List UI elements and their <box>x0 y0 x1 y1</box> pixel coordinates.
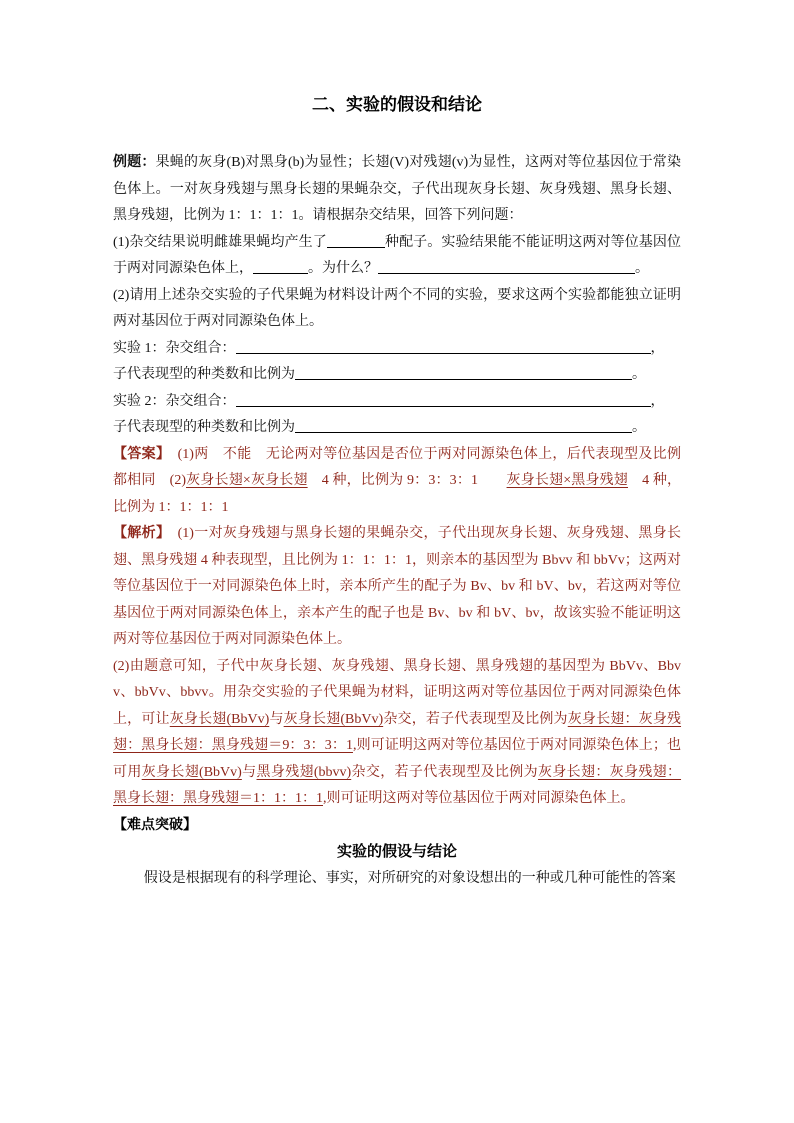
analysis-label: 【解析】 <box>113 526 164 541</box>
q1-text-3: 。为什么？ <box>308 261 378 276</box>
experiment-2-result-line <box>113 415 681 442</box>
analysis-part-2-text-4: ,则可证明这两对等位基因位于两对同源染色体上；也可用 <box>113 738 682 780</box>
q2-text: (2)请用上述杂交实验的子代果蝇为材料设计两个不同的实验，要求这两个实验都能独立证明两对基因位于两对同源染色体上。 <box>113 287 681 329</box>
experiment-2-result-label: 子代表现型的种类数和比例为 <box>113 420 295 435</box>
answer-text-1: (1)两 不能 无论两对等位基因是否位于两对同源染色体上，后代表现型及比例都相同 (2) <box>113 446 682 488</box>
fill-in-blank-result-1 <box>295 366 632 380</box>
experiment-2-comma: ， <box>650 393 665 409</box>
experiment-2-label: 实验 2：杂交组合： <box>113 393 236 409</box>
analysis-underlined-3: 灰身长翅(BbVv) <box>141 764 242 780</box>
breakthrough-section-heading: 实验的假设与结论 <box>336 844 457 860</box>
analysis-underlined-1: 灰身长翅(BbVv) <box>169 711 270 727</box>
example-text: 果蝇的灰身(B)对黑身(b)为显性；长翅(V)对残翅(v)为显性，这两对等位基因位于常染色体上。一对灰身残翅与黑身长翅的果蝇杂交，子代出现灰身长翅、灰身残翅、黑身长翅、黑身残翅，比例为 1：1：1：1。请根据杂交结果，回答下列问题： <box>113 155 681 223</box>
analysis-part-2-text-5: 与 <box>241 764 257 780</box>
q1-text-2: 种配子。实验结果能不能证明这两对等位基因位于两对同源染色体上， <box>113 234 682 276</box>
analysis-underlined-ratio-9331: 灰身长翅：灰身残翅：黑身长翅：黑身残翅＝9：3：3：1 <box>113 711 682 753</box>
analysis-underlined-ratio-1111: 灰身长翅：灰身残翅：黑身长翅：黑身残翅＝1：1：1：1 <box>113 764 682 806</box>
answer-text-2: 4 种，比例为 9：3：3：1 <box>307 473 507 488</box>
experiment-1-period: 。 <box>632 367 646 382</box>
breakthrough-section-label: 【难点突破】 <box>113 817 197 833</box>
experiment-2-cross-line <box>113 389 681 416</box>
q1-text-4: 。 <box>635 261 649 276</box>
experiment-1-label: 实验 1：杂交组合： <box>113 340 236 356</box>
page-title: 二、实验的假设和结论 <box>312 95 482 114</box>
answer-text-3: 4 种，比例为 1：1：1：1 <box>113 473 681 515</box>
fill-in-blank-yes-no <box>253 260 308 274</box>
analysis-paragraph-2 <box>113 654 681 813</box>
analysis-part-2-text-6: 杂交，若子代表现型及比例为 <box>351 764 538 780</box>
fill-in-blank-result-2 <box>295 419 632 433</box>
answer-label: 【答案】 <box>113 446 164 462</box>
experiment-1-result-line <box>113 362 681 389</box>
analysis-part-2-text-3: 杂交，若子代表现型及比例为 <box>383 711 568 727</box>
analysis-part-2-text-1: (2)由题意可知，子代中灰身长翅、灰身残翅、黑身长翅、黑身残翅的基因型为 BbVv、Bbvv、bbVv、bbvv。用杂交实验的子代果蝇为材料，证明这两对等位基因位于两对同源染色体上，可让 <box>113 658 681 727</box>
q1-text-1: (1)杂交结果说明雌雄果蝇均产生了 <box>113 234 327 250</box>
analysis-part-1-text: (1)一对灰身残翅与黑身长翅的果蝇杂交，子代出现灰身长翅、灰身残翅、黑身长翅、黑身残翅 4 种表现型，且比例为 1：1：1：1，则亲本的基因型为 Bbvv 和 bbVv；这两对等位基因位于一对同源染色体上时，亲本所产生的配子为 Bv、bv 和 bV、bv，若这两对等位基因位于两对同源染色体上，亲本产生的配子也是 Bv、bv 和 bV、bv，故该实验不能证明这两对等位基因位于两对同源染色体上。 <box>113 526 682 647</box>
analysis-underlined-2: 灰身长翅(BbVv) <box>283 711 384 727</box>
example-label: 例题： <box>113 155 156 170</box>
analysis-underlined-4: 黑身残翅(bbvv) <box>256 764 352 780</box>
fill-in-blank-cross-1 <box>236 340 651 354</box>
question-2-paragraph <box>113 283 681 336</box>
analysis-part-2-text-2: 与 <box>269 711 284 727</box>
answer-underlined-cross-2: 灰身长翅×黑身残翅 <box>506 473 628 488</box>
fill-in-blank-cross-2 <box>236 393 651 407</box>
analysis-paragraph-1 <box>113 521 681 654</box>
answer-underlined-cross-1: 灰身长翅×灰身长翅 <box>186 473 308 488</box>
experiment-1-result-label: 子代表现型的种类数和比例为 <box>113 367 295 382</box>
experiment-1-cross-line <box>113 336 681 363</box>
fill-in-blank-why <box>378 260 635 274</box>
breakthrough-body-text: 假设是根据现有的科学理论、事实，对所研究的对象设想出的一种或几种可能性的答案 <box>143 870 676 886</box>
analysis-part-2-text-7: ,则可证明这两对等位基因位于两对同源染色体上。 <box>323 791 635 806</box>
fill-in-blank-gamete-count <box>327 234 385 248</box>
answer-paragraph <box>113 442 681 522</box>
question-1-paragraph <box>113 230 681 283</box>
experiment-2-period: 。 <box>632 420 646 435</box>
example-paragraph <box>113 150 681 230</box>
experiment-1-comma: ， <box>650 340 665 356</box>
